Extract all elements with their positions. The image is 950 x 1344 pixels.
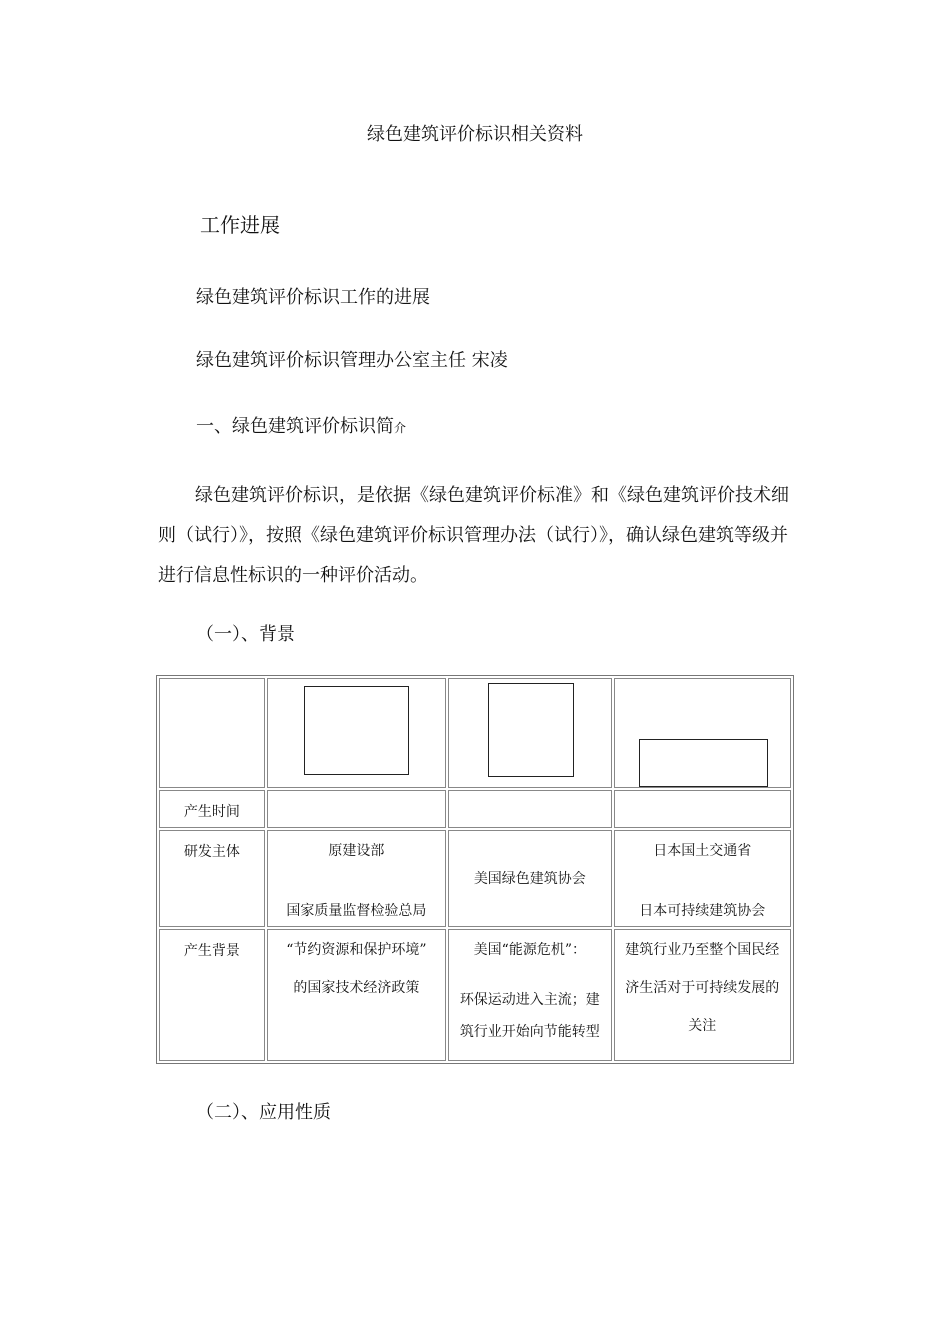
china-bg-line-1: “节约资源和保护环境” [286,942,427,958]
logo-cell-us [448,678,612,788]
japan-bg-line-2: 济生活对于可持续发展的 [625,980,780,996]
row-label-time: 产生时间 [159,790,265,828]
table-row-background [159,929,791,1061]
japan-bg-line-3: 关注 [688,1018,717,1034]
section-application-heading: （二）、应用性质 [196,1102,331,1123]
japan-logo-image [639,739,768,787]
section-intro-heading-text: 一、绿色建筑评价标识简 [196,416,394,437]
china-bg-line-2: 的国家技术经济政策 [293,980,420,996]
logo-cell-japan [614,678,791,788]
cell-bg-us [448,929,612,1061]
us-org-line: 美国绿色建筑协会 [473,870,586,887]
author-line: 绿色建筑评价标识管理办公室主任 宋凌 [196,350,508,371]
comparison-table [156,675,794,1064]
section-intro-heading-tail: 介 [394,421,407,435]
china-org-line-1: 原建设部 [328,843,385,859]
cell-org-china [267,830,446,927]
cell-time-us [448,790,612,828]
us-logo-image [488,683,574,777]
cell-bg-japan [614,929,791,1061]
cell-bg-china [267,929,446,1061]
table-row-organization [159,830,791,927]
logo-cell-empty [159,678,265,788]
heading-work-progress: 工作进展 [200,213,280,237]
document-title: 绿色建筑评价标识相关资料 [367,124,583,145]
japan-bg-line-1: 建筑行业乃至整个国民经 [625,942,780,958]
cell-org-japan [614,830,791,927]
table-row-logos [159,678,791,788]
row-label-background: 产生背景 [159,929,265,1061]
japan-org-line-2: 日本可持续建筑协会 [639,903,766,919]
us-bg-line-1: 美国“能源危机”： [473,942,586,958]
cell-time-japan [614,790,791,828]
intro-paragraph: 绿色建筑评价标识，是依据《绿色建筑评价标准》和《绿色建筑评价技术细则（试行）》，按照《绿色建筑评价标识管理办法（试行）》，确认绿色建筑等级并进行信息性标识的一种评价活动。 [158,485,789,586]
row-label-organization: 研发主体 [159,830,265,927]
cell-org-us [448,830,612,927]
table-row-time [159,790,791,828]
subheading-progress: 绿色建筑评价标识工作的进展 [196,287,430,308]
us-bg-line-2: 环保运动进入主流；建 [459,992,600,1008]
cell-time-china [267,790,446,828]
china-logo-image [304,686,409,775]
section-background-heading: （一）、背景 [196,624,295,645]
japan-org-line-1: 日本国土交通省 [653,843,752,859]
logo-cell-china [267,678,446,788]
china-org-line-2: 国家质量监督检验总局 [286,903,427,919]
us-bg-line-3: 筑行业开始向节能转型 [459,1024,600,1040]
section-intro-heading [196,412,406,438]
